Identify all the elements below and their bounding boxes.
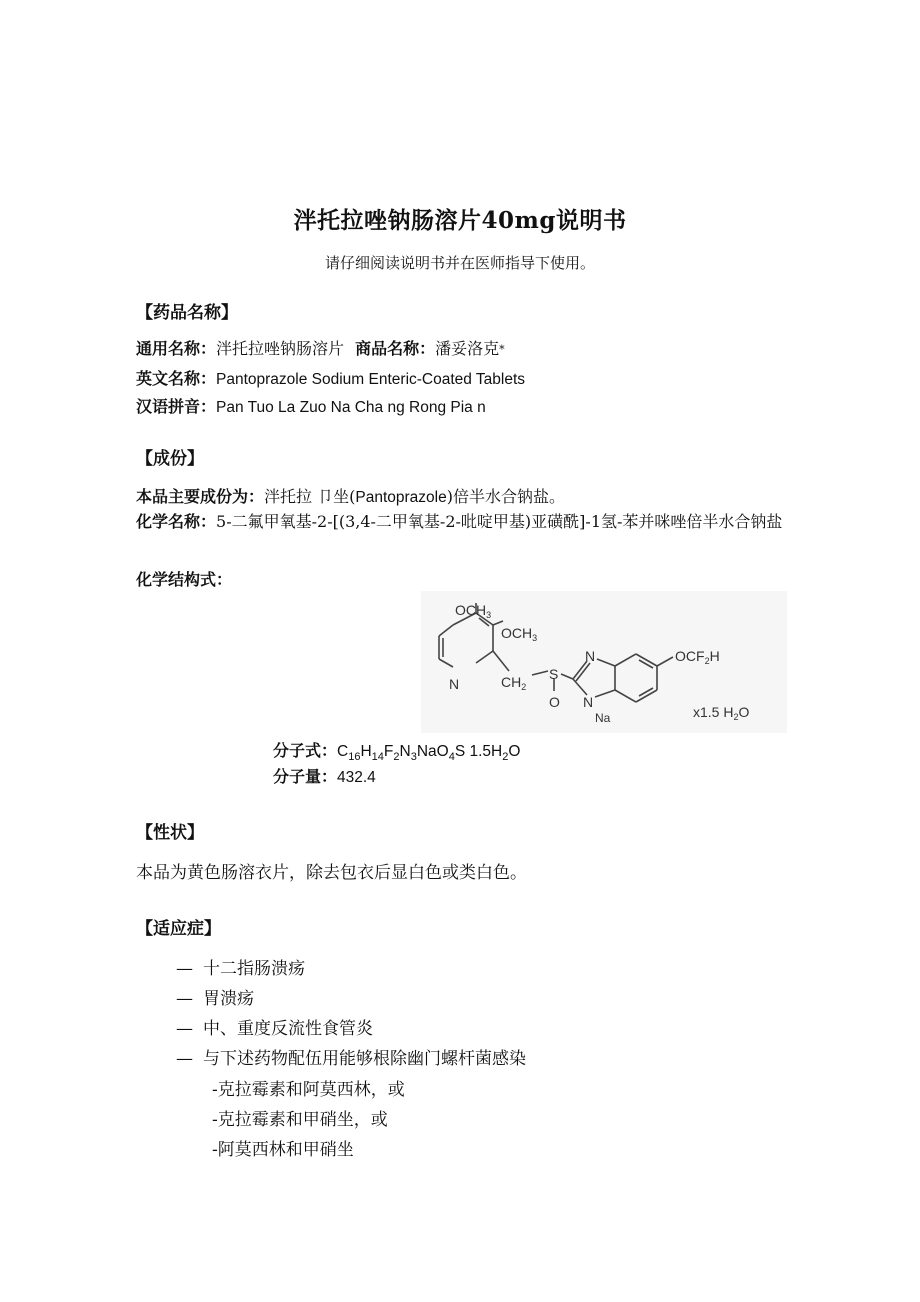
svg-text:OCH3	[501, 625, 537, 643]
chemical-name-line	[136, 510, 796, 534]
trade-name-label: 商品名称：	[355, 339, 436, 358]
document-title: 泮托拉唑钠肠溶片40mg说明书	[293, 207, 627, 234]
ch2-label: CH	[501, 674, 522, 690]
och3-side-label: OCH	[501, 625, 533, 641]
chemical-structure-svg	[421, 591, 787, 733]
trade-mark-symbol: *	[499, 343, 505, 356]
main-ingredient-glyph: 卩	[317, 487, 334, 506]
structure-label: 化学结构式：	[136, 570, 233, 589]
molecular-formula-line	[273, 738, 520, 763]
bullet-dash: —	[176, 1019, 193, 1039]
imidazole-n-bottom-label: N	[583, 694, 594, 710]
molecular-weight-label: 分子量：	[273, 767, 338, 786]
hydrate-sub: 2	[733, 712, 739, 722]
pyridine-n-label: N	[449, 676, 460, 692]
main-ingredient-value-a: 泮托拉	[264, 487, 318, 506]
generic-name-label: 通用名称：	[136, 339, 217, 358]
pinyin-line	[136, 394, 486, 417]
bullet-dash: —	[176, 1049, 193, 1069]
document-subtitle: 请仔细阅读说明书并在医师指导下使用。	[324, 254, 595, 272]
section-heading-drug-name: 【药品名称】	[136, 303, 238, 323]
chemical-name-value: 5-二氟甲氧基-2-[(3,4-二甲氧基-2-吡啶甲基)亚磺酰]-1氢-苯并咪唑倍半水合钠盐	[216, 512, 783, 531]
english-name-label: 英文名称：	[136, 369, 217, 388]
pinyin-label: 汉语拼音：	[136, 397, 217, 416]
section-heading-properties: 【性状】	[136, 823, 204, 843]
main-ingredient-line	[136, 484, 565, 507]
main-ingredient-value-c: )倍半水合钠盐。	[446, 487, 565, 506]
sulfur-label: S	[549, 666, 559, 682]
ocf2h-label-b: H	[709, 648, 720, 664]
main-ingredient-label: 本品主要成份为：	[136, 487, 265, 506]
pinyin-value: Pan Tuo La Zuo Na Cha ng Rong Pia n	[216, 399, 486, 416]
properties-text: 本品为黄色肠溶衣片，除去包衣后显白色或类白色。	[136, 863, 527, 883]
main-ingredient-value-b: 坐(	[333, 487, 356, 506]
section-heading-indications: 【适应症】	[136, 919, 221, 939]
svg-text:CH2	[501, 674, 526, 692]
ch2-sub: 2	[521, 682, 527, 692]
english-name-value: Pantoprazole Sodium Enteric-Coated Tablets	[216, 371, 526, 388]
indication-item: — 与下述药物配伍用能够根除幽门螺杆菌感染	[176, 1049, 526, 1069]
svg-text:x1.5 H2O	[693, 704, 749, 722]
svg-text:OCH3	[455, 602, 491, 620]
indication-sub-item: -克拉霉素和阿莫西林，或	[212, 1080, 405, 1100]
generic-name-value: 泮托拉唑钠肠溶片	[216, 339, 345, 358]
indication-sub-item: -阿莫西林和甲硝坐	[212, 1140, 354, 1160]
indication-item: — 中、重度反流性食管炎	[176, 1019, 373, 1039]
indication-sub-item: -克拉霉素和甲硝坐，或	[212, 1110, 388, 1130]
sodium-label: Na	[595, 711, 611, 725]
indication-item: — 十二指肠溃疡	[176, 959, 305, 979]
svg-text:OCF2H	[675, 648, 720, 666]
hydrate-label-b: O	[738, 704, 750, 720]
oxygen-label: O	[549, 694, 560, 710]
main-ingredient-english: Pantoprazole	[355, 489, 447, 506]
hydrate-label-a: x1.5 H	[693, 704, 734, 720]
molecular-formula-value: $C_{16}H_{14}F_2N_3NaO_4S$ $1.5H_2O$	[337, 743, 521, 764]
section-heading-composition: 【成份】	[136, 449, 204, 469]
chemical-name-label: 化学名称：	[136, 512, 217, 531]
ocf2h-label-a: OCF	[675, 648, 705, 664]
och3-top-label: OCH	[455, 602, 487, 618]
imidazole-n-top-label: N	[585, 648, 596, 664]
indication-item: — 胃溃疡	[176, 989, 254, 1009]
och3-side-sub: 3	[532, 633, 538, 643]
ocf2h-sub: 2	[704, 656, 710, 666]
trade-name-value: 潘妥洛克	[435, 339, 500, 358]
chemical-structure-image	[421, 591, 787, 733]
bullet-dash: —	[176, 959, 193, 979]
molecular-formula-label: 分子式：	[273, 741, 338, 760]
och3-top-sub: 3	[486, 610, 492, 620]
bullet-dash: —	[176, 989, 193, 1009]
english-name-line	[136, 366, 525, 389]
molecular-weight-value: 432.4	[337, 769, 376, 786]
generic-name-line	[136, 336, 505, 359]
molecular-weight-line	[273, 764, 376, 787]
